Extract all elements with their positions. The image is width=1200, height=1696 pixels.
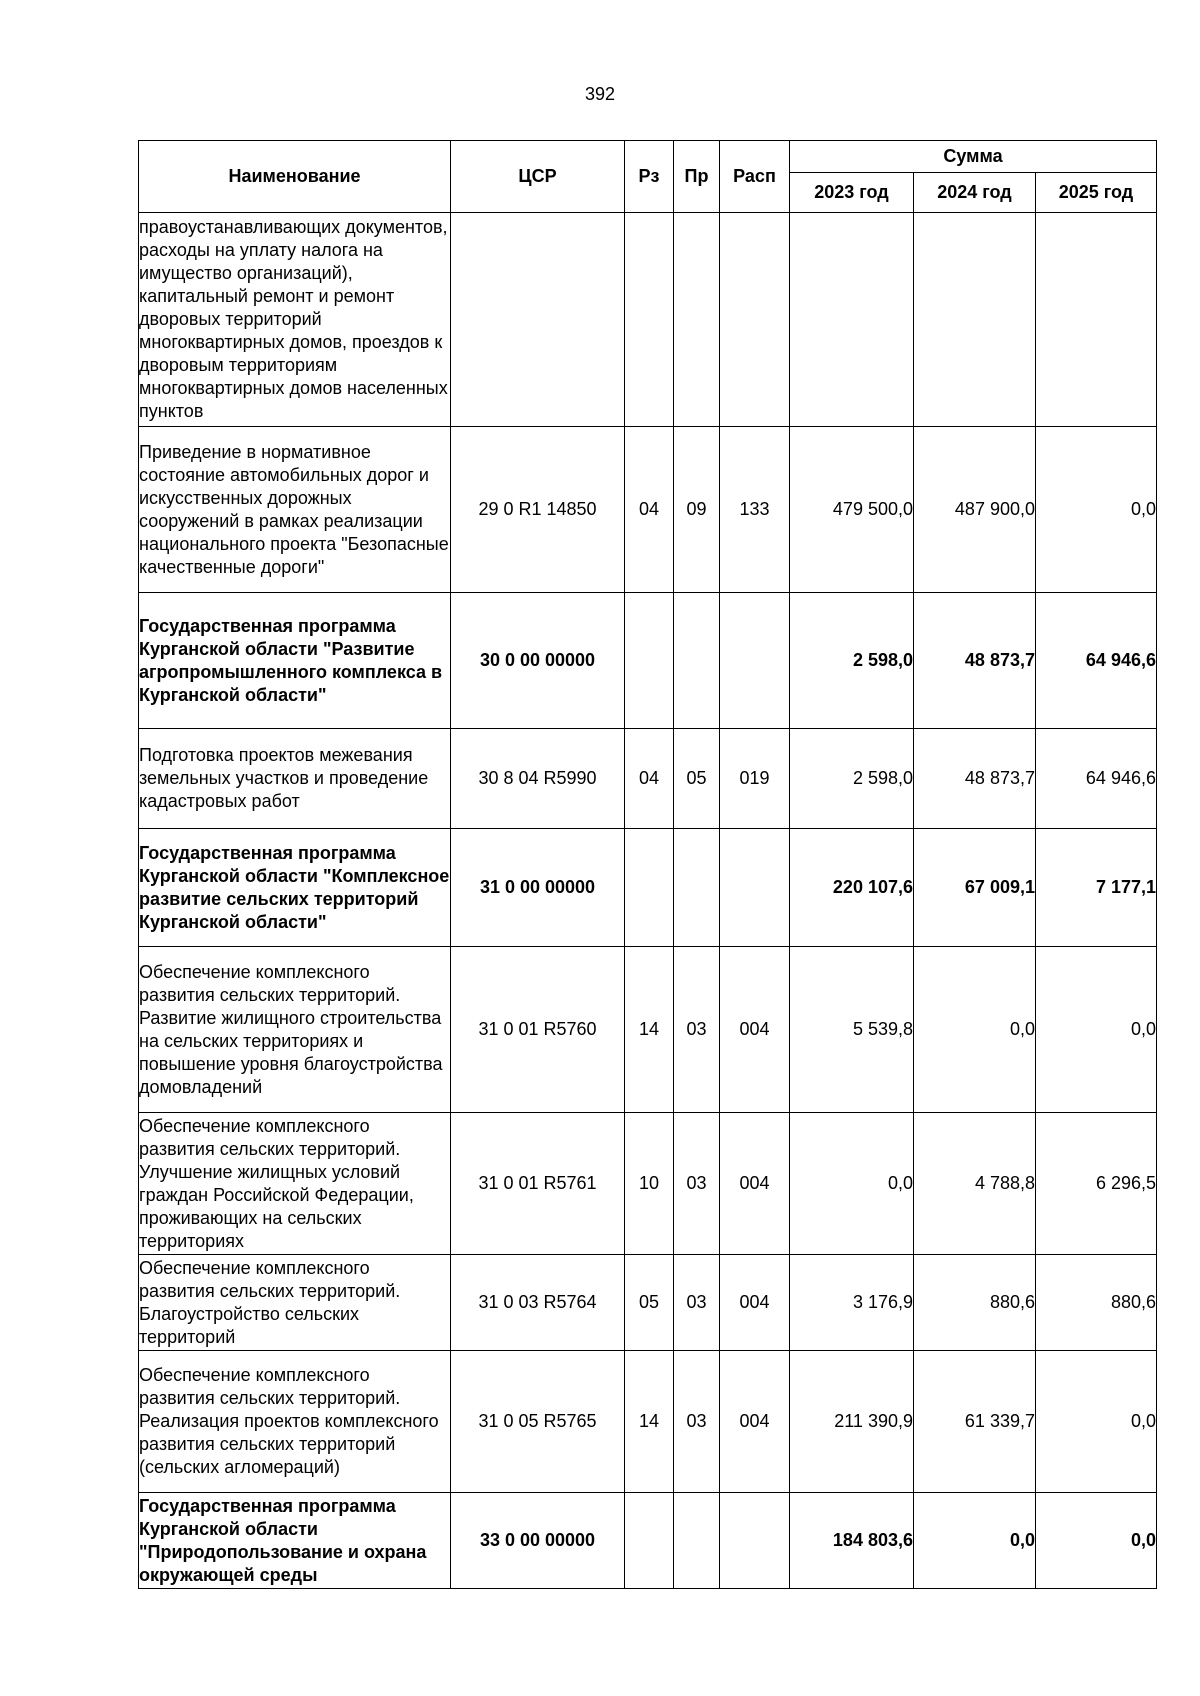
row-2025: 64 946,6 bbox=[1036, 593, 1157, 729]
row-2024: 0,0 bbox=[914, 1493, 1036, 1589]
table-row bbox=[139, 829, 1157, 947]
row-pr: 05 bbox=[674, 729, 720, 829]
header-csr: ЦСР bbox=[451, 141, 625, 213]
row-csr: 30 0 00 00000 bbox=[451, 593, 625, 729]
row-pr: 03 bbox=[674, 1255, 720, 1351]
table-row bbox=[139, 1493, 1157, 1589]
row-pr: 03 bbox=[674, 1351, 720, 1493]
row-rz: 14 bbox=[625, 947, 674, 1113]
header-2023: 2023 год bbox=[790, 173, 914, 213]
row-2023: 220 107,6 bbox=[790, 829, 914, 947]
row-rz: 10 bbox=[625, 1113, 674, 1255]
row-csr: 31 0 03 R5764 bbox=[451, 1255, 625, 1351]
row-name: правоустанавливающих документов, расходы на уплату налога на имущество организаций), капитальный ремонт и ремонт дворовых территорий многоквартирных домов, проездов к дворовым территориям многоквартирных домов населенных пунктов bbox=[139, 213, 451, 427]
row-rasp bbox=[720, 593, 790, 729]
row-2023: 3 176,9 bbox=[790, 1255, 914, 1351]
row-2023 bbox=[790, 213, 914, 427]
row-rz bbox=[625, 593, 674, 729]
row-rz: 05 bbox=[625, 1255, 674, 1351]
row-rasp: 004 bbox=[720, 1113, 790, 1255]
table-row bbox=[139, 1351, 1157, 1493]
row-2023: 5 539,8 bbox=[790, 947, 914, 1113]
row-name: Обеспечение комплексного развития сельских территорий. Реализация проектов комплексного развития сельских территорий (сельских агломераций) bbox=[139, 1351, 451, 1493]
row-2023: 479 500,0 bbox=[790, 427, 914, 593]
row-csr: 31 0 00 00000 bbox=[451, 829, 625, 947]
table-row bbox=[139, 593, 1157, 729]
row-pr bbox=[674, 829, 720, 947]
row-2024: 4 788,8 bbox=[914, 1113, 1036, 1255]
header-pr: Пр bbox=[674, 141, 720, 213]
row-2025: 7 177,1 bbox=[1036, 829, 1157, 947]
row-rasp bbox=[720, 1493, 790, 1589]
page-number: 392 bbox=[584, 84, 616, 104]
row-name: Государственная программа Курганской области "Комплексное развитие сельских территорий Курганской области" bbox=[139, 829, 451, 947]
table-row bbox=[139, 1255, 1157, 1351]
row-rasp: 004 bbox=[720, 1255, 790, 1351]
row-csr: 33 0 00 00000 bbox=[451, 1493, 625, 1589]
row-rz: 04 bbox=[625, 729, 674, 829]
row-2023: 2 598,0 bbox=[790, 729, 914, 829]
row-2025: 880,6 bbox=[1036, 1255, 1157, 1351]
row-csr: 31 0 01 R5760 bbox=[451, 947, 625, 1113]
row-2025: 6 296,5 bbox=[1036, 1113, 1157, 1255]
row-2024: 48 873,7 bbox=[914, 729, 1036, 829]
row-rz bbox=[625, 213, 674, 427]
row-name: Обеспечение комплексного развития сельских территорий. Улучшение жилищных условий граждан Российской Федерации, проживающих на сельских территориях bbox=[139, 1113, 451, 1255]
row-2025: 0,0 bbox=[1036, 1351, 1157, 1493]
row-rz: 04 bbox=[625, 427, 674, 593]
row-csr: 31 0 01 R5761 bbox=[451, 1113, 625, 1255]
header-name: Наименование bbox=[139, 141, 451, 213]
row-2025: 0,0 bbox=[1036, 1493, 1157, 1589]
row-pr: 09 bbox=[674, 427, 720, 593]
header-2024: 2024 год bbox=[914, 173, 1036, 213]
row-pr bbox=[674, 213, 720, 427]
row-2024: 61 339,7 bbox=[914, 1351, 1036, 1493]
row-name: Государственная программа Курганской области "Развитие агропромышленного комплекса в Курганской области" bbox=[139, 593, 451, 729]
row-2023: 184 803,6 bbox=[790, 1493, 914, 1589]
row-rasp bbox=[720, 829, 790, 947]
row-name: Приведение в нормативное состояние автомобильных дорог и искусственных дорожных сооружений в рамках реализации национального проекта "Безопасные качественные дороги" bbox=[139, 427, 451, 593]
row-pr: 03 bbox=[674, 947, 720, 1113]
row-rasp: 004 bbox=[720, 947, 790, 1113]
row-rasp: 133 bbox=[720, 427, 790, 593]
row-pr: 03 bbox=[674, 1113, 720, 1255]
table-row bbox=[139, 1113, 1157, 1255]
row-rasp: 019 bbox=[720, 729, 790, 829]
row-name: Государственная программа Курганской области "Природопользование и охрана окружающей среды bbox=[139, 1493, 451, 1589]
row-2025: 0,0 bbox=[1036, 947, 1157, 1113]
row-2025: 0,0 bbox=[1036, 427, 1157, 593]
row-pr bbox=[674, 1493, 720, 1589]
table-row bbox=[139, 729, 1157, 829]
row-2024: 67 009,1 bbox=[914, 829, 1036, 947]
row-csr: 29 0 R1 14850 bbox=[451, 427, 625, 593]
table-row bbox=[139, 427, 1157, 593]
row-rz: 14 bbox=[625, 1351, 674, 1493]
row-name: Подготовка проектов межевания земельных участков и проведение кадастровых работ bbox=[139, 729, 451, 829]
row-csr: 31 0 05 R5765 bbox=[451, 1351, 625, 1493]
row-2023: 0,0 bbox=[790, 1113, 914, 1255]
row-2024 bbox=[914, 213, 1036, 427]
row-2024: 48 873,7 bbox=[914, 593, 1036, 729]
header-rasp: Расп bbox=[720, 141, 790, 213]
row-csr bbox=[451, 213, 625, 427]
table-row bbox=[139, 213, 1157, 427]
row-2024: 880,6 bbox=[914, 1255, 1036, 1351]
row-name: Обеспечение комплексного развития сельских территорий. Благоустройство сельских территорий bbox=[139, 1255, 451, 1351]
row-2025: 64 946,6 bbox=[1036, 729, 1157, 829]
row-2025 bbox=[1036, 213, 1157, 427]
header-sum: Сумма bbox=[790, 141, 1157, 173]
row-rasp bbox=[720, 213, 790, 427]
row-name: Обеспечение комплексного развития сельских территорий. Развитие жилищного строительства на сельских территориях и повышение уровня благоустройства домовладений bbox=[139, 947, 451, 1113]
row-rasp: 004 bbox=[720, 1351, 790, 1493]
row-csr: 30 8 04 R5990 bbox=[451, 729, 625, 829]
table-row bbox=[139, 947, 1157, 1113]
row-2023: 2 598,0 bbox=[790, 593, 914, 729]
row-pr bbox=[674, 593, 720, 729]
row-2023: 211 390,9 bbox=[790, 1351, 914, 1493]
budget-table bbox=[138, 140, 1157, 1589]
header-rz: Рз bbox=[625, 141, 674, 213]
header-2025: 2025 год bbox=[1036, 173, 1157, 213]
row-rz bbox=[625, 829, 674, 947]
row-2024: 0,0 bbox=[914, 947, 1036, 1113]
row-rz bbox=[625, 1493, 674, 1589]
row-2024: 487 900,0 bbox=[914, 427, 1036, 593]
